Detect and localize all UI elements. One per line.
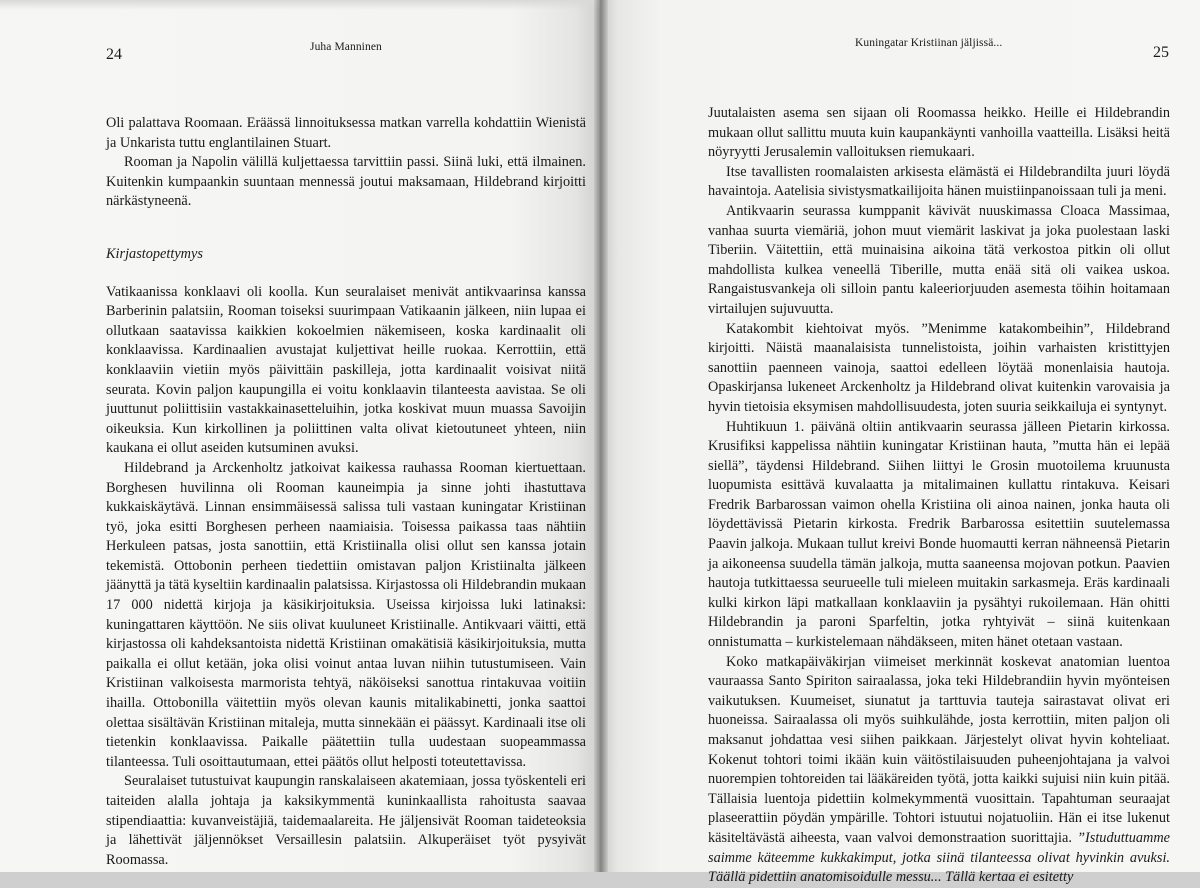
right-body-text: [708, 104, 1170, 888]
paragraph: Katakombit kiehtoivat myös. ”Menimme katakombeihin”, Hildebrand kirjoitti. Näistä maanalaisista tunnelistoista, joihin varhaisten kristittyjen sanottiin paenneen vainoja, saattoi edelleen löytää monenlaisia hautoja. Opaskirjansa lukeneet Arckenholtz ja Hildebrand olivat kuitenkin varovaisia ja hyvin tietoisia eksymisen mahdollisuudesta, joten suuria seikkailuja ei syntynyt.: [708, 320, 1170, 415]
paragraph: Vatikaanissa konklaavi oli koolla. Kun seuralaiset menivät antikvaarinsa kanssa Barberinin palatsiin, Rooman toiseksi suurimpaan Vatikaanin jälkeen, niin lupaa ei ollutkaan saatavissa kaikkien kokoelmien näkemiseen, koska kardinaalit oli konklaavissa. Kardinaalien avustajat kuljettivat heille ruokaa. Kerrottiin, että konklaaviin vietiin myös päivittäin paskilleja, jotta kardinaalit voisivat niitä seurata. Kovin paljon kaupungilla ei voitu konklaavin tilanteesta aavistaa. Se oli juuttunut poliittisiin vastakkainasetteluihin, jotka koskivat muun muassa Savoijin oikeuksia. Kun kirkollinen ja poliittinen valta olivat kietoutuneet yhteen, niin kaukana ei ollut aseiden kutsuminen avuksi.: [106, 283, 586, 457]
book-gutter: [594, 0, 608, 872]
paragraph: Huhtikuun 1. päivänä oltiin antikvaarin seurassa jälleen Pietarin kirkossa. Krusifiksi kappelissa nähtiin kuningatar Kristiinan hauta, ”mutta hän ei lepää siellä”, täydensi Hildebrand. Siihen liittyi le Grosin muotoilema kruunusta luopumista esittävä kuvalaatta ja mitalimainen kullattu rintakuva. Keisari Fredrik Barbarossan vaimon ohella Kristiina oli ainoa nainen, jonka hauta oli löydettävissä Pietarin kirkosta. Fredrik Barbarossa esitettiin suutelemassa Paavin jalkoja. Mukaan tullut kreivi Bonde huomautti kerran nähneensä Pietarin ja aikoneensa suudella tämän jalkoja, mutta saaneensa mojovan potkun. Paavien hautoja tutkittaessa seurueelle tuli mieleen muitakin sarkasmeja. Eräs kardinaali kulki kirkon läpi matkallaan konklaaviin ja pysähtyi rukoilemaan. Hän ohitti Hildebrandin ja paroni Sparfeltin, jotka ryhtyivät – siinä kuitenkaan onnistumatta – kurkistelemaan nähdäkseen, miten hänet otetaan vastaan.: [708, 418, 1170, 651]
right-page: [600, 0, 1200, 886]
left-page: [0, 0, 600, 872]
paragraph-text: Koko matkapäiväkirjan viimeiset merkinnät koskevat anatomian luentoa vauraassa Santo Spiriton sairaalassa, joka teki Hildebrandiin hyvin myönteisen vaikutuksen. Kuumeiset, siunatut ja tarttuvia tauteja sairastavat olivat eri huoneissa. Sairaalassa oli myös suihkulähde, josta kerrottiin, miten paljon oli maksanut johdattaa vesi siihen paikkaan. Järjestelyt olivat hyvin kohteliaat. Kokenut tohtori toimi ikään kuin väitöstilaisuuden puheenjohtajana ja valvoi nuorempien tohtoreiden tai lääkäreiden työtä, jotta kaikki sujuisi niin kuin pitää. Tällaisia luentoja pidettiin kolmekymmentä vuosittain. Tapahtuman seuraajat plaseerattiin pöydän ympärille. Tohtori istuutui nojatuoliin. Hän ei itse lukenut käsiteltävästä aiheesta, vaan valvoi demonstraation suorittajia.: [708, 653, 1170, 846]
running-head: Juha Manninen: [310, 41, 382, 53]
page-shadow: [0, 0, 600, 10]
paragraph: Seuralaiset tutustuivat kaupungin ranskalaiseen akatemiaan, jossa työskenteli eri taiteiden alalla johtaja ja kaksikymmentä kuninkaallista rahoitusta saavaa stipendiaattia: kuvanveistäjiä, taidemaalareita. He jäljensivät Rooman taideteoksia ja lähettivät jäljennökset Versaillesin palatsiin. Alkuperäiset työt pysyivät Roomassa.: [106, 773, 586, 868]
page-number: 24: [106, 46, 122, 63]
section-heading: Kirjastopettymys: [106, 245, 203, 262]
italic-quote: ”Istuduttuamme saimme käteemme kukkakimput, jotka siinä tilanteessa olivat hyvinkin avuksi. Täällä pidettiin anatomisoidulle messu... Tällä kertaa ei esitetty: [708, 829, 1170, 886]
left-body-text: [106, 114, 586, 870]
paragraph: [708, 653, 1170, 888]
paragraph: Itse tavallisten roomalaisten arkisesta elämästä ei Hildebrandilta juuri löydä havaintoja. Aatelisia sivistysmatkailijoita hänen muistiinpanoissaan tuli ja meni.: [708, 163, 1170, 200]
paragraph: Rooman ja Napolin välillä kuljettaessa tarvittiin passi. Siinä luki, että ilmainen. Kuitenkin kumpaankin suuntaan mennessä joutui maksamaan, Hildebrand kirjoitti närkästyneenä.: [106, 154, 586, 210]
page-number: 25: [1153, 44, 1169, 61]
paragraph: Oli palattava Roomaan. Eräässä linnoituksessa matkan varrella kohdattiin Wienistä ja Unkarista tuttu englantilainen Stuart.: [106, 115, 586, 151]
paragraph: Hildebrand ja Arckenholtz jatkoivat kaikessa rauhassa Rooman kiertuettaan. Borghesen huvilinna oli Rooman kauneimpia ja sinne johti ihastuttava kukkaiskäytävä. Linnan ensimmäisessä salissa tuli vastaan kuningatar Kristiinan työ, joka esitti Borghesen perheen naamiaisia. Toisessa paikassa taas nähtiin Herkuleen patsas, josta sanottiin, että Kristiinalla olisi ollut sen kanssa jotain tekemistä. Ottobonin perheen tiedettiin omistavan paljon Kristiinalta jälkeen jäänyttä ja tätä kyseltiin kardinaalin palatsissa. Kirjastossa oli Hildebrandin mukaan 17 000 nidettä kirjoja ja käsikirjoituksia. Useissa kirjoissa luki latinaksi: kuningattaren käyttöön. Ne siis olivat kuuluneet Kristiinalle. Antikvaari väitti, että kirjastossa oli kahdeksantoista nidettä Kristiinan omakätisiä käsikirjoituksia, mutta paikalla ei ollut ketään, joka olisi voinut antaa luvan niihin tutustumiseen. Vain Kristiinan valkoisesta marmorista tehtyä, näköiseksi sanottua rintakuvaa voitiin ihailla. Ottobonilla väitettiin myös olevan kaunis mitalikabinetti, jonka saattoi olettaa sisältävän Kristiinan mitaleja, mutta sinnekään ei päässyt. Kardinaali itse oli tietenkin konklaavissa. Paikalle päätettiin tulla uudestaan suopeammassa tilanteessa. Tuli osoittautumaan, ettei päätös ollut helposti toteutettavissa.: [106, 459, 586, 770]
paragraph: Antikvaarin seurassa kumppanit kävivät nuuskimassa Cloaca Massimaa, vanhaa suurta viemäriä, johon muut viemärit laskivat ja joka puolestaan laski Tiberiin. Väitettiin, että muinaisina aikoina tätä verkostoa pitkin oli ollut mahdollista kulkea veneellä Tiberille, mutta enää sitä oli vaikea uskoa. Rangaistusvankeja oli silloin pantu kaleeriorjuuden asemesta töihin hoitamaan virtailujen sujuvuutta.: [708, 202, 1170, 317]
paragraph: Juutalaisten asema sen sijaan oli Roomassa heikko. Heille ei Hildebrandin mukaan ollut sallittu muuta kuin kaupankäynti vanhoilla vaatteilla. Lisäksi heitä nöyryytti Jerusalemin valloituksen riemukaari.: [708, 105, 1170, 161]
running-head: Kuningatar Kristiinan jäljissä...: [855, 37, 1003, 49]
